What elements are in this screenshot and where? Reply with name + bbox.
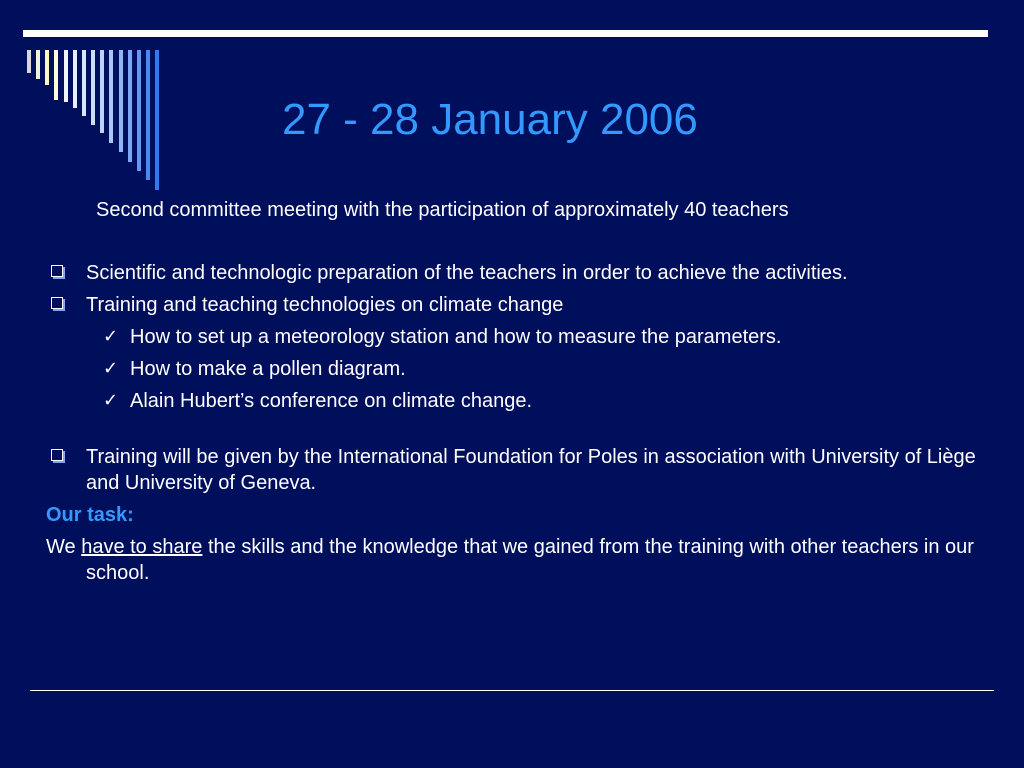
decorative-bar [109, 50, 113, 143]
decorative-bar [45, 50, 49, 85]
sub-bullet-item [46, 324, 976, 350]
decorative-bar [27, 50, 31, 73]
bullet-item [46, 444, 976, 496]
square-bullet-icon [51, 297, 63, 309]
sub-bullet-text: How to set up a meteorology station and how to measure the parameters. [130, 326, 782, 348]
task-suffix: the skills and the knowledge that we gained from the training with other teachers in our school. [86, 536, 974, 584]
decorative-bar [119, 50, 123, 152]
decorative-bar [64, 50, 68, 102]
decorative-bar [137, 50, 141, 171]
bullet-text: Training will be given by the International Foundation for Poles in association with University of Liège and University of Geneva. [86, 446, 976, 494]
checkmark-icon: ✓ [103, 358, 119, 379]
bullet-item [46, 292, 976, 318]
decorative-bar [100, 50, 104, 133]
task-prefix: We [46, 536, 82, 558]
square-bullet-icon [51, 449, 63, 461]
decorative-bar [54, 50, 58, 100]
slide-subtitle: Second committee meeting with the participation of approximately 40 teachers [96, 199, 789, 221]
decorative-bar [146, 50, 150, 180]
spacer [46, 420, 976, 444]
bullet-text: Training and teaching technologies on climate change [86, 294, 564, 316]
task-body [46, 534, 976, 586]
bullet-text: Scientific and technologic preparation of the teachers in order to achieve the activities. [86, 262, 848, 284]
slide-content [46, 260, 976, 586]
decorative-bar [36, 50, 40, 79]
decorative-bar [128, 50, 132, 162]
task-underlined: have to share [81, 536, 203, 558]
decorative-bars [0, 0, 180, 200]
bottom-rule [30, 690, 994, 691]
task-heading: Our task: [46, 504, 134, 526]
checkmark-icon: ✓ [103, 326, 119, 347]
sub-bullet-text: How to make a pollen diagram. [130, 358, 406, 380]
slide-title: 27 - 28 January 2006 [282, 95, 698, 144]
square-bullet-icon [51, 265, 63, 277]
sub-bullet-text: Alain Hubert’s conference on climate change. [130, 390, 533, 412]
sub-bullet-item [46, 356, 976, 382]
bullet-item [46, 260, 976, 286]
decorative-bar [155, 50, 159, 190]
checkmark-icon: ✓ [103, 390, 119, 411]
sub-bullet-item [46, 388, 976, 414]
decorative-bar [82, 50, 86, 116]
decorative-bar [91, 50, 95, 125]
decorative-bar [73, 50, 77, 108]
